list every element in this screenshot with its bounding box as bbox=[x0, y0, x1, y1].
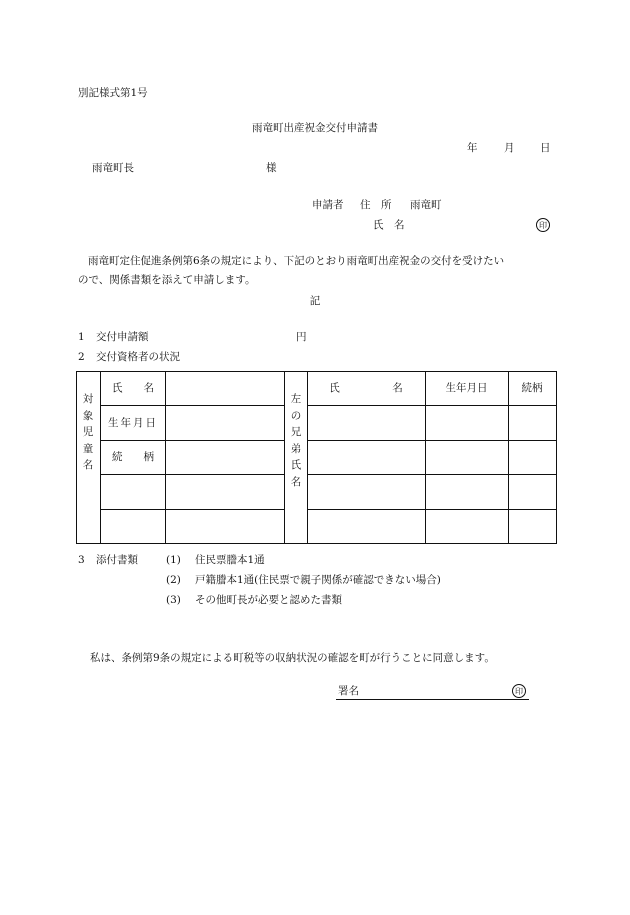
addressee-honorific: 様 bbox=[266, 162, 277, 174]
document-title: 雨竜町出産祝金交付申請書 bbox=[252, 122, 378, 134]
target-child-vertical-label: 対象児童名 bbox=[82, 393, 94, 471]
signature-seal: 印 bbox=[512, 684, 526, 698]
doc3-number: (3) bbox=[166, 594, 181, 606]
item2-label: 交付資格者の状況 bbox=[96, 351, 180, 363]
addressee-name: 雨竜町長 bbox=[92, 162, 134, 174]
siblings-vertical-label: 左の兄弟氏名 bbox=[290, 393, 302, 488]
date-day-label: 日 bbox=[540, 142, 551, 154]
doc2-text: 戸籍謄本1通(住民票で親子関係が確認できない場合) bbox=[195, 574, 441, 586]
doc2-number: (2) bbox=[166, 574, 181, 586]
item3-number: 3 bbox=[78, 554, 85, 566]
item1-number: 1 bbox=[78, 331, 85, 343]
signature-label: 署名 bbox=[338, 685, 359, 697]
item3-label: 添付書類 bbox=[96, 554, 138, 566]
left-row-birthdate-label: 生年月日 bbox=[108, 417, 158, 429]
sibling-name-header: 氏 名 bbox=[329, 382, 403, 394]
body-text-line2: ので、関係書類を添えて申請します。 bbox=[78, 274, 256, 286]
consent-statement: 私は、条例第9条の規定による町税等の収納状況の確認を町が行うことに同意します。 bbox=[90, 652, 495, 664]
signature-underline bbox=[336, 699, 529, 700]
left-row-name-label: 氏 名 bbox=[112, 382, 154, 394]
doc1-text: 住民票謄本1通 bbox=[195, 554, 265, 566]
item2-number: 2 bbox=[78, 351, 85, 363]
form-number: 別記様式第1号 bbox=[78, 87, 148, 99]
applicant-address-label: 住 所 bbox=[360, 199, 392, 211]
body-text-line1: 雨竜町定住促進条例第6条の規定により、下記のとおり雨竜町出産祝金の交付を受けたい bbox=[88, 255, 505, 267]
doc3-text: その他町長が必要と認めた書類 bbox=[195, 594, 342, 606]
doc1-number: (1) bbox=[166, 554, 181, 566]
sibling-relation-header: 続柄 bbox=[521, 382, 543, 394]
applicant-label: 申請者 bbox=[312, 199, 344, 211]
date-year-label: 年 bbox=[467, 142, 478, 154]
item1-unit: 円 bbox=[296, 331, 307, 343]
sibling-birthdate-header: 生年月日 bbox=[445, 382, 488, 394]
applicant-address-value: 雨竜町 bbox=[410, 199, 442, 211]
applicant-seal: 印 bbox=[536, 218, 550, 232]
item1-label: 交付申請額 bbox=[96, 331, 149, 343]
date-month-label: 月 bbox=[504, 142, 515, 154]
ki-heading: 記 bbox=[309, 295, 321, 307]
left-row-relation-label: 続 柄 bbox=[112, 451, 154, 463]
applicant-name-label: 氏 名 bbox=[373, 219, 405, 231]
